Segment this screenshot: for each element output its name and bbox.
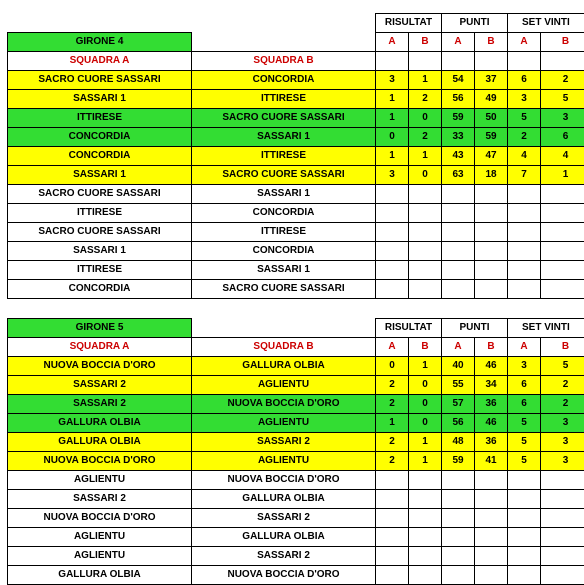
risultato-a-header: A	[376, 338, 409, 357]
risultato-header: RISULTAT	[376, 319, 442, 338]
team-a-cell: SASSARI 2	[8, 395, 192, 414]
table-row	[8, 223, 584, 242]
table-row	[8, 90, 584, 109]
punti-b-cell: 46	[475, 414, 508, 433]
team-b-cell: AGLIENTU	[192, 376, 376, 395]
set-b-cell	[541, 566, 584, 585]
punti-b-cell	[475, 242, 508, 261]
set-vinti-header: SET VINTI	[508, 14, 584, 33]
risultato-b-cell	[409, 185, 442, 204]
set-a-cell	[508, 547, 541, 566]
punti-b-cell: 49	[475, 90, 508, 109]
punti-a-cell	[442, 471, 475, 490]
table-row	[8, 261, 584, 280]
team-a-cell: SASSARI 1	[8, 90, 192, 109]
team-a-cell: ITTIRESE	[8, 109, 192, 128]
team-a-cell: SASSARI 1	[8, 242, 192, 261]
team-b-cell: SASSARI 2	[192, 433, 376, 452]
punti-a-cell: 33	[442, 128, 475, 147]
risultato-b-header: B	[409, 33, 442, 52]
risultato-b-cell	[409, 280, 442, 299]
girone-5-rows	[8, 357, 584, 585]
team-b-header: SQUADRA B	[192, 52, 376, 71]
punti-a-cell: 55	[442, 376, 475, 395]
team-a-cell: SACRO CUORE SASSARI	[8, 223, 192, 242]
team-b-cell: SASSARI 2	[192, 547, 376, 566]
punti-a-cell	[442, 509, 475, 528]
team-a-cell: GALLURA OLBIA	[8, 566, 192, 585]
risultato-a-cell	[376, 261, 409, 280]
team-a-cell: AGLIENTU	[8, 528, 192, 547]
set-a-cell	[508, 471, 541, 490]
risultato-a-cell: 2	[376, 433, 409, 452]
risultato-a-cell: 2	[376, 452, 409, 471]
punti-a-cell	[442, 547, 475, 566]
set-a-cell: 6	[508, 395, 541, 414]
punti-a-cell: 57	[442, 395, 475, 414]
risultato-b-cell	[409, 509, 442, 528]
set-a-cell: 5	[508, 452, 541, 471]
team-a-cell: SASSARI 1	[8, 166, 192, 185]
punti-a-cell: 40	[442, 357, 475, 376]
set-b-cell	[541, 490, 584, 509]
table-row	[8, 147, 584, 166]
table-row	[8, 452, 584, 471]
team-a-header: SQUADRA A	[8, 338, 192, 357]
risultato-b-cell	[409, 490, 442, 509]
set-b-cell: 3	[541, 414, 584, 433]
set-b-cell	[541, 528, 584, 547]
punti-b-cell: 41	[475, 452, 508, 471]
table-row	[8, 528, 584, 547]
team-a-cell: SACRO CUORE SASSARI	[8, 185, 192, 204]
set-b-cell	[541, 547, 584, 566]
punti-b-cell	[475, 185, 508, 204]
punti-a-cell	[442, 280, 475, 299]
team-a-cell: CONCORDIA	[8, 147, 192, 166]
team-b-cell: SACRO CUORE SASSARI	[192, 166, 376, 185]
team-b-cell: SACRO CUORE SASSARI	[192, 109, 376, 128]
team-a-cell: NUOVA BOCCIA D'ORO	[8, 452, 192, 471]
team-a-header: SQUADRA A	[8, 52, 192, 71]
risultato-b-cell: 2	[409, 128, 442, 147]
table-row	[8, 109, 584, 128]
punti-a-cell: 56	[442, 90, 475, 109]
table-row	[8, 357, 584, 376]
set-a-cell	[508, 242, 541, 261]
table-row	[8, 547, 584, 566]
team-a-cell: CONCORDIA	[8, 128, 192, 147]
set-a-cell: 3	[508, 357, 541, 376]
punti-header: PUNTI	[442, 319, 508, 338]
risultato-a-cell: 1	[376, 414, 409, 433]
risultato-b-cell: 1	[409, 452, 442, 471]
risultato-a-cell: 2	[376, 395, 409, 414]
set-b-cell	[541, 471, 584, 490]
team-a-cell: NUOVA BOCCIA D'ORO	[8, 509, 192, 528]
girone-4-rows	[8, 71, 584, 299]
risultato-a-cell: 0	[376, 128, 409, 147]
punti-b-cell	[475, 528, 508, 547]
group-title-row	[8, 319, 584, 338]
team-b-cell: GALLURA OLBIA	[192, 528, 376, 547]
punti-b-cell	[475, 204, 508, 223]
punti-b-cell: 50	[475, 109, 508, 128]
girone-4-table	[7, 13, 584, 299]
risultato-a-cell: 1	[376, 147, 409, 166]
risultato-b-cell: 0	[409, 414, 442, 433]
group-title: GIRONE 5	[8, 319, 192, 338]
punti-a-cell: 59	[442, 109, 475, 128]
risultato-b-cell: 0	[409, 109, 442, 128]
punti-b-cell	[475, 566, 508, 585]
set-a-cell: 6	[508, 71, 541, 90]
team-a-cell: SASSARI 2	[8, 376, 192, 395]
punti-b-cell	[475, 280, 508, 299]
punti-a-cell	[442, 490, 475, 509]
risultato-b-cell: 0	[409, 166, 442, 185]
risultato-b-header: B	[409, 338, 442, 357]
risultato-a-cell: 3	[376, 166, 409, 185]
risultato-a-cell	[376, 185, 409, 204]
punti-b-cell: 36	[475, 433, 508, 452]
risultato-a-cell	[376, 509, 409, 528]
team-b-cell: SASSARI 2	[192, 509, 376, 528]
set-a-cell	[508, 185, 541, 204]
punti-b-header: B	[475, 33, 508, 52]
punti-b-cell: 47	[475, 147, 508, 166]
set-b-cell: 2	[541, 71, 584, 90]
set-a-cell: 5	[508, 109, 541, 128]
punti-b-cell	[475, 490, 508, 509]
team-a-cell: NUOVA BOCCIA D'ORO	[8, 357, 192, 376]
punti-a-cell	[442, 242, 475, 261]
table-row	[8, 490, 584, 509]
group-header-row	[8, 14, 584, 33]
risultato-b-cell	[409, 547, 442, 566]
set-a-cell	[508, 566, 541, 585]
risultato-b-cell	[409, 528, 442, 547]
punti-a-cell: 43	[442, 147, 475, 166]
punti-b-cell: 18	[475, 166, 508, 185]
risultato-b-cell: 1	[409, 357, 442, 376]
set-b-cell: 3	[541, 452, 584, 471]
group-title: GIRONE 4	[8, 33, 192, 52]
punti-a-cell	[442, 528, 475, 547]
table-row	[8, 509, 584, 528]
risultato-b-cell	[409, 261, 442, 280]
set-b-cell	[541, 280, 584, 299]
team-b-cell: ITTIRESE	[192, 90, 376, 109]
table-row	[8, 280, 584, 299]
set-b-cell: 2	[541, 395, 584, 414]
risultato-a-cell: 1	[376, 109, 409, 128]
risultato-b-cell	[409, 223, 442, 242]
table-row	[8, 185, 584, 204]
punti-a-cell	[442, 566, 475, 585]
set-vinti-header: SET VINTI	[508, 319, 584, 338]
punti-b-cell	[475, 261, 508, 280]
punti-a-cell	[442, 261, 475, 280]
punti-b-cell	[475, 547, 508, 566]
risultato-b-cell: 1	[409, 433, 442, 452]
risultato-a-cell	[376, 528, 409, 547]
team-a-cell: GALLURA OLBIA	[8, 433, 192, 452]
team-b-cell: SACRO CUORE SASSARI	[192, 280, 376, 299]
team-a-cell: AGLIENTU	[8, 547, 192, 566]
set-b-cell: 4	[541, 147, 584, 166]
team-b-cell: ITTIRESE	[192, 147, 376, 166]
risultato-b-cell	[409, 204, 442, 223]
punti-b-cell: 36	[475, 395, 508, 414]
punti-b-header: B	[475, 338, 508, 357]
punti-a-cell: 63	[442, 166, 475, 185]
team-b-header: SQUADRA B	[192, 338, 376, 357]
team-a-cell: SACRO CUORE SASSARI	[8, 71, 192, 90]
set-a-cell	[508, 490, 541, 509]
risultato-a-cell	[376, 223, 409, 242]
set-b-header: B	[541, 338, 584, 357]
girone-5-table	[7, 318, 584, 585]
team-a-cell: CONCORDIA	[8, 280, 192, 299]
team-a-cell: GALLURA OLBIA	[8, 414, 192, 433]
set-a-cell	[508, 509, 541, 528]
table-row	[8, 242, 584, 261]
risultato-b-cell	[409, 471, 442, 490]
set-b-cell	[541, 204, 584, 223]
risultato-b-cell: 2	[409, 90, 442, 109]
table-row	[8, 433, 584, 452]
team-a-cell: ITTIRESE	[8, 204, 192, 223]
set-a-cell	[508, 261, 541, 280]
team-a-cell: ITTIRESE	[8, 261, 192, 280]
team-b-cell: SASSARI 1	[192, 185, 376, 204]
set-a-cell: 6	[508, 376, 541, 395]
set-a-header: A	[508, 33, 541, 52]
set-a-cell	[508, 223, 541, 242]
punti-a-header: A	[442, 33, 475, 52]
punti-a-cell: 54	[442, 71, 475, 90]
team-b-cell: NUOVA BOCCIA D'ORO	[192, 566, 376, 585]
table-row	[8, 166, 584, 185]
team-b-cell: NUOVA BOCCIA D'ORO	[192, 471, 376, 490]
set-b-cell: 3	[541, 433, 584, 452]
risultato-a-header: A	[376, 33, 409, 52]
risultato-a-cell: 1	[376, 90, 409, 109]
set-a-cell: 4	[508, 147, 541, 166]
risultato-a-cell: 3	[376, 71, 409, 90]
risultato-a-cell	[376, 242, 409, 261]
set-b-cell: 2	[541, 376, 584, 395]
set-a-cell	[508, 280, 541, 299]
risultato-header: RISULTAT	[376, 14, 442, 33]
punti-a-cell	[442, 185, 475, 204]
set-a-cell: 5	[508, 433, 541, 452]
table-row	[8, 204, 584, 223]
set-b-cell	[541, 242, 584, 261]
table-row	[8, 376, 584, 395]
punti-a-header: A	[442, 338, 475, 357]
team-b-cell: AGLIENTU	[192, 414, 376, 433]
table-row	[8, 566, 584, 585]
table-row	[8, 128, 584, 147]
punti-b-cell: 34	[475, 376, 508, 395]
punti-a-cell: 59	[442, 452, 475, 471]
set-b-header: B	[541, 33, 584, 52]
risultato-a-cell: 0	[376, 357, 409, 376]
punti-b-cell: 37	[475, 71, 508, 90]
punti-a-cell	[442, 204, 475, 223]
risultato-a-cell	[376, 490, 409, 509]
team-b-cell: GALLURA OLBIA	[192, 490, 376, 509]
set-a-cell: 7	[508, 166, 541, 185]
team-header-row	[8, 338, 584, 357]
team-b-cell: NUOVA BOCCIA D'ORO	[192, 395, 376, 414]
punti-a-cell	[442, 223, 475, 242]
set-a-cell	[508, 528, 541, 547]
set-b-cell	[541, 185, 584, 204]
risultato-a-cell	[376, 566, 409, 585]
risultato-a-cell	[376, 547, 409, 566]
team-b-cell: SASSARI 1	[192, 128, 376, 147]
table-row	[8, 71, 584, 90]
set-b-cell: 5	[541, 90, 584, 109]
risultato-a-cell: 2	[376, 376, 409, 395]
table-row	[8, 471, 584, 490]
team-b-cell: CONCORDIA	[192, 204, 376, 223]
set-b-cell	[541, 261, 584, 280]
set-b-cell: 1	[541, 166, 584, 185]
set-b-cell: 3	[541, 109, 584, 128]
punti-header: PUNTI	[442, 14, 508, 33]
risultato-b-cell: 1	[409, 71, 442, 90]
group-title-row	[8, 33, 584, 52]
risultato-a-cell	[376, 280, 409, 299]
team-header-row	[8, 52, 584, 71]
team-b-cell: CONCORDIA	[192, 71, 376, 90]
risultato-b-cell: 1	[409, 147, 442, 166]
team-b-cell: GALLURA OLBIA	[192, 357, 376, 376]
set-a-cell: 2	[508, 128, 541, 147]
table-row	[8, 414, 584, 433]
team-a-cell: SASSARI 2	[8, 490, 192, 509]
team-b-cell: AGLIENTU	[192, 452, 376, 471]
set-a-cell: 3	[508, 90, 541, 109]
risultato-a-cell	[376, 204, 409, 223]
risultato-b-cell: 0	[409, 395, 442, 414]
risultato-b-cell	[409, 566, 442, 585]
team-b-cell: ITTIRESE	[192, 223, 376, 242]
set-b-cell	[541, 223, 584, 242]
team-a-cell: AGLIENTU	[8, 471, 192, 490]
table-row	[8, 395, 584, 414]
set-a-header: A	[508, 338, 541, 357]
set-a-cell	[508, 204, 541, 223]
punti-a-cell: 56	[442, 414, 475, 433]
risultato-b-cell	[409, 242, 442, 261]
punti-b-cell: 59	[475, 128, 508, 147]
punti-b-cell	[475, 509, 508, 528]
set-b-cell: 6	[541, 128, 584, 147]
set-b-cell: 5	[541, 357, 584, 376]
punti-b-cell	[475, 471, 508, 490]
punti-b-cell	[475, 223, 508, 242]
risultato-a-cell	[376, 471, 409, 490]
risultato-b-cell: 0	[409, 376, 442, 395]
set-a-cell: 5	[508, 414, 541, 433]
punti-b-cell: 46	[475, 357, 508, 376]
set-b-cell	[541, 509, 584, 528]
punti-a-cell: 48	[442, 433, 475, 452]
team-b-cell: SASSARI 1	[192, 261, 376, 280]
team-b-cell: CONCORDIA	[192, 242, 376, 261]
